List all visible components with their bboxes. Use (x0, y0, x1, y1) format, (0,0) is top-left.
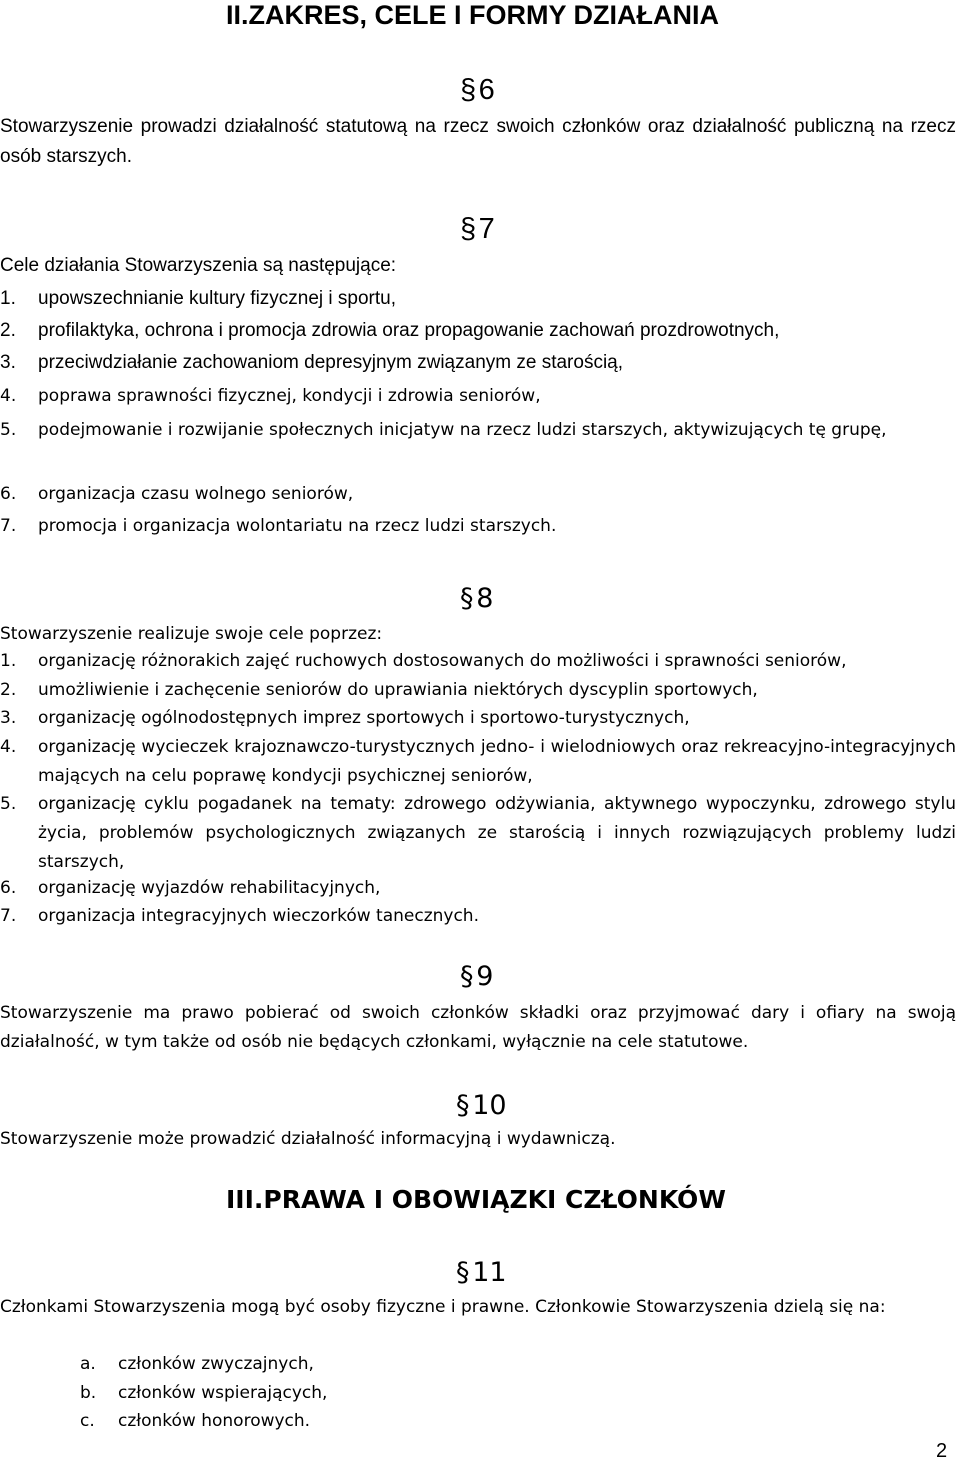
list-item-number: 5. (0, 794, 17, 814)
section-8-number: 8 (476, 583, 494, 614)
list-item-number: 5. (0, 420, 17, 440)
section-6-text: Stowarzyszenie prowadzi działalność statutową na rzecz swoich członków oraz działalność publiczną na rzecz osób starszych. (0, 116, 956, 167)
section-7-intro: Cele działania Stowarzyszenia są następujące: (0, 255, 397, 276)
section-8-heading: § 8 (460, 583, 494, 614)
list-item: podejmowanie i rozwijanie społecznych inicjatyw na rzecz ludzi starszych, aktywizujących tę grupę, (38, 420, 887, 440)
list-item: organizację wyjazdów rehabilitacyjnych, (38, 878, 381, 898)
section-7-heading: § 7 (460, 213, 495, 245)
list-item-number: 2. (0, 320, 16, 341)
list-item: promocja i organizacja wolontariatu na rzecz ludzi starszych. (38, 516, 557, 536)
list-item: członków wspierających, (118, 1383, 328, 1403)
list-item: poprawa sprawności fizycznej, kondycji i zdrowia seniorów, (38, 386, 541, 406)
section-11-heading: § 11 (456, 1257, 507, 1288)
section-11-number: 11 (472, 1257, 507, 1288)
list-item: umożliwienie i zachęcenie seniorów do uprawiania niektórych dyscyplin sportowych, (38, 680, 758, 700)
list-item-number: 3. (0, 352, 16, 373)
list-item-number: 6. (0, 484, 17, 504)
list-item: przeciwdziałanie zachowaniom depresyjnym związanym ze starością, (38, 352, 624, 373)
list-item: upowszechnianie kultury fizycznej i sportu, (38, 288, 397, 309)
list-item: członków honorowych. (118, 1411, 311, 1431)
section-7-number: 7 (478, 213, 495, 245)
list-item: organizację cyklu pogadanek na tematy: zdrowego odżywiania, aktywnego wypoczynku, zdrowego stylu życia, problemów psychologicznych związanych ze starością i innych rozwiązujących problemy ludzi starszych, (38, 794, 956, 872)
list-item: organizacja czasu wolnego seniorów, (38, 484, 354, 504)
list-item-letter: a. (80, 1354, 96, 1374)
list-item: organizacja integracyjnych wieczorków tanecznych. (38, 906, 479, 926)
list-item: organizację różnorakich zajęć ruchowych dostosowanych do możliwości i sprawności seniorów, (38, 651, 847, 671)
list-item-letter: b. (80, 1383, 97, 1403)
section-10-heading: § 10 (456, 1090, 507, 1121)
section-9-heading: § 9 (460, 961, 494, 992)
section-9-number: 9 (476, 961, 494, 992)
section-6-number: 6 (478, 74, 495, 106)
section-10-text: Stowarzyszenie może prowadzić działalność informacyjną i wydawniczą. (0, 1129, 616, 1149)
list-item-number: 7. (0, 516, 17, 536)
list-item-number: 3. (0, 708, 17, 728)
list-item: organizację ogólnodostępnych imprez sportowych i sportowo-turystycznych, (38, 708, 690, 728)
list-item: organizację wycieczek krajoznawczo-turystycznych jedno- i wielodniowych oraz rekreacyjno-integracyjnych mających na celu poprawę kondycji psychicznej seniorów, (38, 737, 956, 786)
list-item-letter: c. (80, 1411, 95, 1431)
chapter-2-title: II.ZAKRES, CELE I FORMY DZIAŁANIA (226, 0, 720, 30)
list-item-number: 1. (0, 651, 17, 671)
chapter-3-title: III.PRAWA I OBOWIĄZKI CZŁONKÓW (226, 1185, 726, 1214)
page-number: 2 (936, 1440, 948, 1462)
section-8-intro: Stowarzyszenie realizuje swoje cele poprzez: (0, 624, 383, 644)
list-item: członków zwyczajnych, (118, 1354, 314, 1374)
list-item: profilaktyka, ochrona i promocja zdrowia oraz propagowanie zachowań prozdrowotnych, (38, 320, 780, 341)
list-item-number: 4. (0, 386, 17, 406)
section-11-text: Członkami Stowarzyszenia mogą być osoby fizyczne i prawne. Członkowie Stowarzyszenia dzielą się na: (0, 1297, 886, 1317)
list-item-number: 7. (0, 906, 17, 926)
list-item-number: 4. (0, 737, 17, 757)
section-10-number: 10 (472, 1090, 507, 1121)
list-item-number: 6. (0, 878, 17, 898)
list-item-number: 1. (0, 288, 16, 309)
section-6-heading: § 6 (460, 74, 495, 106)
list-item-number: 2. (0, 680, 17, 700)
section-9-text: Stowarzyszenie ma prawo pobierać od swoich członków składki oraz przyjmować dary i ofiary na swoją działalność, w tym także od osób nie będących członkami, wyłącznie na cele statutowe. (0, 1003, 956, 1052)
